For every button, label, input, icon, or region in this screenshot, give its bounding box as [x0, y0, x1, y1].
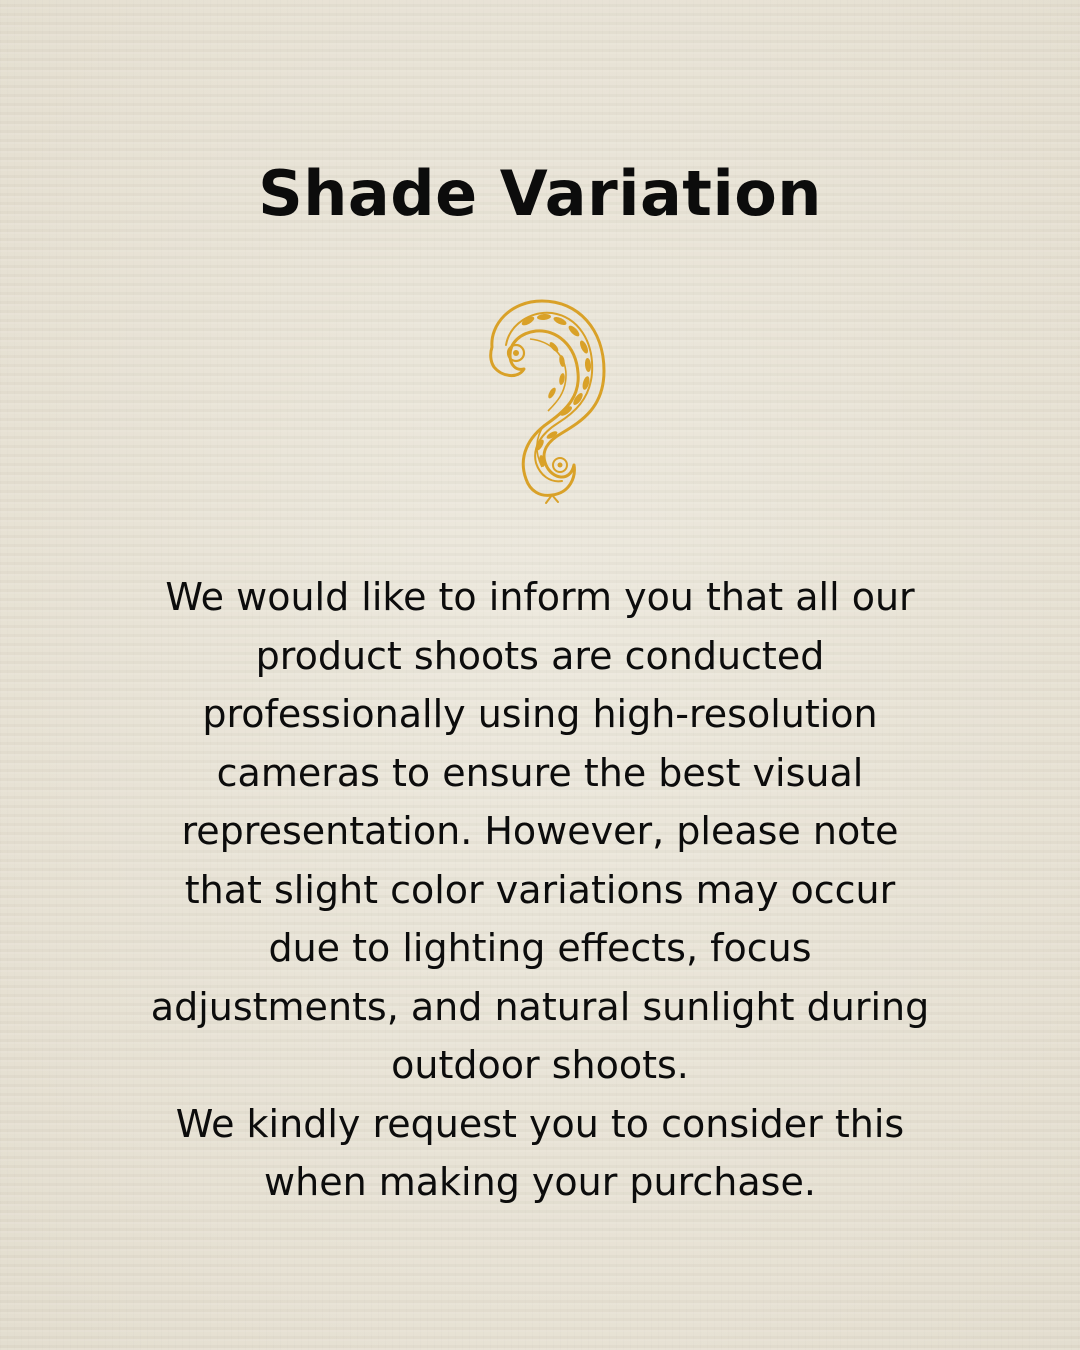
paisley-icon — [470, 295, 610, 507]
message-line: professionally using high-resolution — [202, 692, 878, 736]
page-title: Shade Variation — [258, 157, 822, 230]
message-line: outdoor shoots. — [391, 1043, 689, 1087]
message-line: when making your purchase. — [264, 1160, 816, 1204]
message-line: representation. However, please note — [181, 809, 899, 853]
message-line: that slight color variations may occur — [184, 867, 896, 912]
message-line: We kindly request you to consider this — [175, 1101, 905, 1146]
message-line: cameras to ensure the best visual — [216, 750, 864, 795]
message-line: adjustments, and natural sunlight during — [150, 984, 930, 1029]
message-line: We would like to inform you that all our — [165, 575, 915, 619]
shade-variation-message — [90, 568, 990, 1212]
message-line: due to lighting effects, focus — [268, 926, 812, 970]
message-line: product shoots are conducted — [255, 633, 825, 678]
